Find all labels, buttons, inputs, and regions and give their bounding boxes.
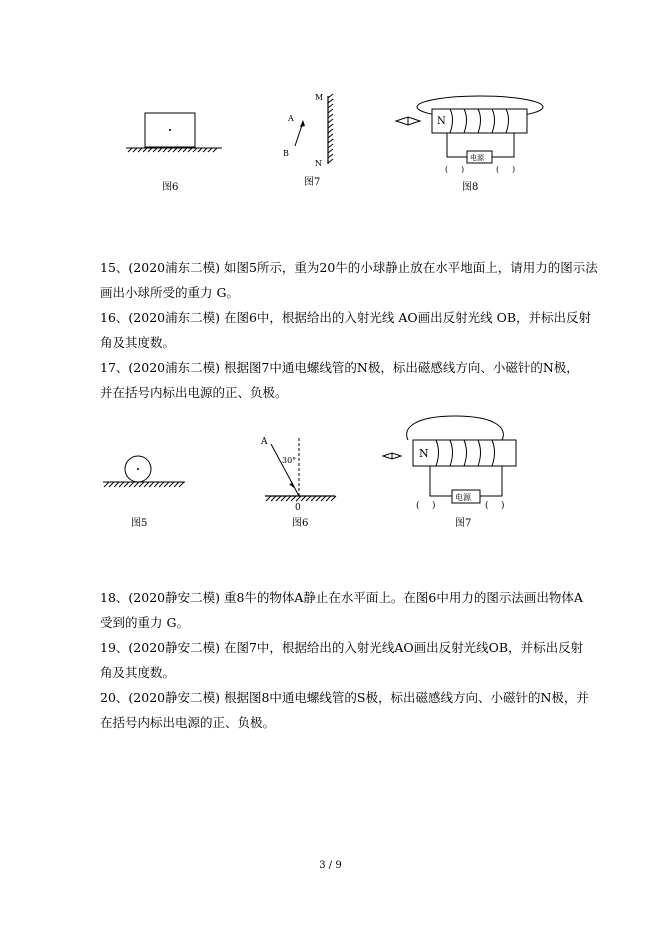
power-source-label: 电源 [470, 154, 484, 162]
question-line: 16、(2020浦东二模) 在图6中，根据给出的入射光线 AO画出反射光线 OB，并标出反射 [100, 310, 592, 325]
question-line: 19、(2020静安二模) 在图7中，根据给出的入射光线AO画出反射光线OB，并标出反射 [100, 640, 584, 655]
figure-caption: 图6 [162, 182, 179, 193]
paren-right: ) [512, 165, 516, 174]
question-line: 17、(2020浦东二模) 根据图7中通电螺线管的N极，标出磁感线方向、小磁针的N极， [100, 360, 579, 375]
figure-6-block-on-ground [120, 105, 230, 160]
question-line: 并在括号内标出电源的正、负极。 [100, 385, 288, 400]
question-line: 角及其度数。 [100, 665, 176, 680]
questions-block-2 [100, 585, 589, 735]
questions-block-1 [100, 255, 598, 405]
figure-7-mirror-ray [275, 88, 345, 173]
label-N: N [315, 159, 322, 168]
angle-label: 30° [282, 456, 297, 465]
question-line: 画出小球所受的重力 G。 [100, 285, 239, 300]
label-A: A [261, 437, 268, 447]
figure-6-reflection-ray [255, 432, 340, 517]
paren-left: ( [445, 165, 449, 174]
page-number: 3 / 9 [319, 860, 342, 871]
figure-caption: 图6 [292, 518, 309, 529]
paren-right: ) [432, 501, 436, 511]
paren-left: ( [485, 501, 489, 511]
paren-right: ) [501, 501, 505, 511]
figure-8-solenoid [392, 92, 552, 182]
figure-caption: 图8 [462, 182, 479, 193]
label-M: M [315, 93, 324, 102]
figure-caption: 图7 [304, 177, 321, 188]
figure-5-ball-on-ground [100, 450, 190, 495]
question-line: 受到的重力 G。 [100, 615, 189, 630]
question-line: 15、(2020浦东二模) 如图5所示，重为20牛的小球静止放在水平地面上，请用力的图示法 [100, 260, 598, 275]
question-line: 20、(2020静安二模) 根据图8中通电螺线管的S极，标出磁感线方向、小磁针的N极，并 [100, 690, 589, 705]
figure-7-solenoid [380, 412, 530, 517]
power-source-label: 电源 [455, 493, 471, 502]
label-B: B [283, 149, 289, 158]
solenoid-pole-label: N [437, 116, 446, 127]
paren-right: ) [461, 165, 465, 174]
question-line: 18、(2020静安二模) 重8牛的物体A静止在水平面上。在图6中用力的图示法画出物体A [100, 590, 583, 605]
label-O: 0 [295, 503, 301, 513]
question-line: 角及其度数。 [100, 335, 176, 350]
figure-caption: 图7 [455, 518, 472, 529]
paren-left: ( [496, 165, 500, 174]
label-A: A [288, 114, 294, 123]
question-line: 在括号内标出电源的正、负极。 [100, 715, 276, 730]
figure-caption: 图5 [131, 518, 148, 529]
solenoid-pole-label: N [419, 447, 429, 460]
paren-left: ( [416, 501, 420, 511]
